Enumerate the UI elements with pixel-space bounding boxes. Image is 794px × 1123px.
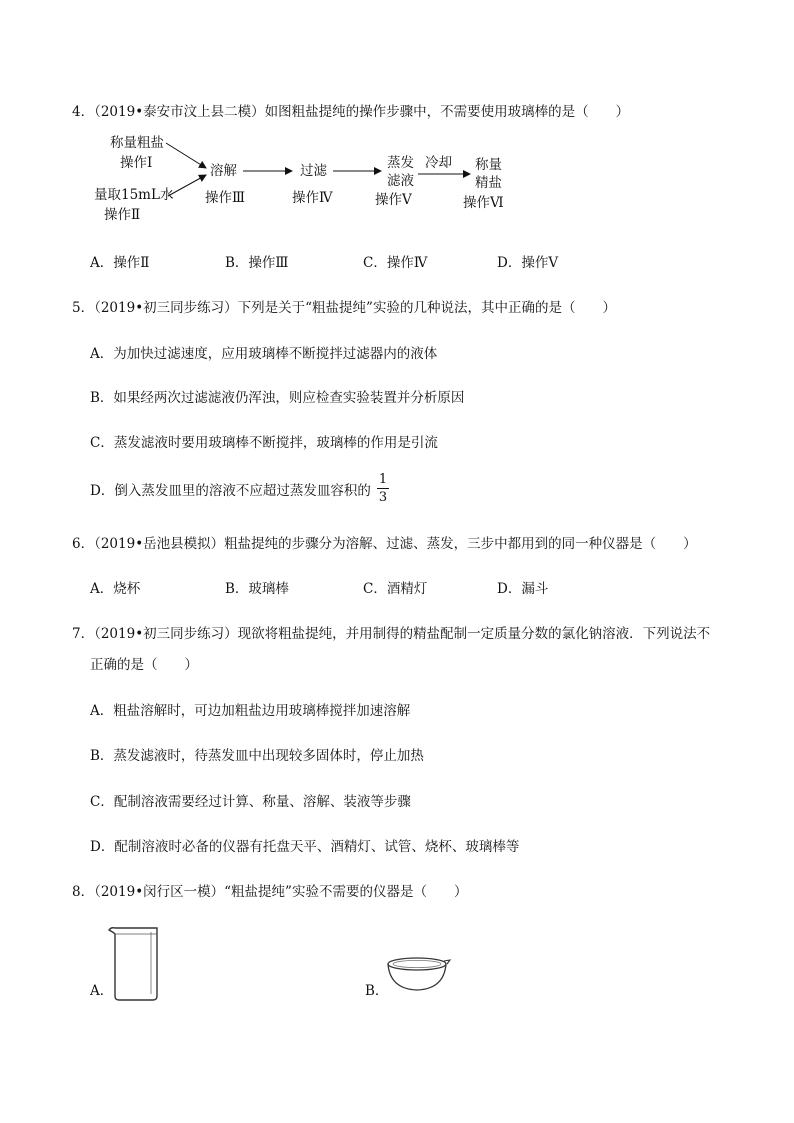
q4-option-b[interactable]: B．操作Ⅲ [225,255,289,271]
q6-option-a[interactable]: A．烧杯 [90,581,141,597]
q6-stem: 6．（2019•岳池县模拟）粗盐提纯的步骤分为溶解、过滤、蒸发，三步中都用到的同一种仪器是（ ） [72,536,697,552]
flow-op5-label: 操作Ⅴ [375,192,412,208]
beaker-icon [105,924,165,1004]
arrow-weigh-to-dissolve [166,143,206,168]
fraction-bar [377,488,389,489]
q4-stem: 4．（2019•泰安市汶上县二模）如图粗盐提纯的操作步骤中，不需要使用玻璃棒的是（ ） [72,104,630,120]
q5-fraction-one-third [377,473,389,504]
flow-filter-label: 过滤 [300,163,327,179]
q4-option-a[interactable]: A．操作Ⅱ [90,255,150,271]
q6-option-d[interactable]: D．漏斗 [497,581,549,597]
flow-measure-label: 量取15mL水 [94,187,174,203]
flow-op3-label: 操作Ⅲ [205,190,246,206]
q7-stem-line2: 正确的是（ ） [90,657,198,673]
q8-stem: 8．（2019•闵行区一模）“粗盐提纯”实验不需要的仪器是（ ） [72,884,468,900]
q8-option-b[interactable]: B． [365,983,389,999]
flow-evap1-label: 蒸发 [387,155,414,171]
q5-stem: 5．（2019•初三同步练习）下列是关于“粗盐提纯”实验的几种说法，其中正确的是（ ） [72,300,616,316]
flow-dissolve-label: 溶解 [210,163,237,179]
flow-op1-label: 操作Ⅰ [120,155,153,171]
flow-evap2-label: 滤液 [387,173,414,189]
q7-option-a[interactable]: A．粗盐溶解时，可边加粗盐边用玻璃棒搅拌加速溶解 [90,703,411,719]
q6-option-b[interactable]: B．玻璃棒 [225,581,289,597]
flow-op4-label: 操作Ⅳ [292,190,333,206]
arrow-measure-to-dissolve [168,175,206,196]
flow-fine2-label: 精盐 [475,175,502,191]
q8-option-a[interactable]: A． [90,983,114,999]
q4-option-c[interactable]: C．操作Ⅳ [363,255,428,271]
q5-option-c[interactable]: C．蒸发滤液时要用玻璃棒不断搅拌，玻璃棒的作用是引流 [90,435,438,451]
flow-weigh-label: 称量粗盐 [110,135,164,151]
fraction-denominator: 3 [378,490,388,505]
flow-arrows [0,0,794,260]
q5-option-a[interactable]: A．为加快过滤速度，应用玻璃棒不断搅拌过滤器内的液体 [90,346,438,362]
q7-option-c[interactable]: C．配制溶液需要经过计算、称量、溶解、装液等步骤 [90,794,411,810]
q6-option-c[interactable]: C．酒精灯 [363,581,428,597]
q5-option-d[interactable]: D．倒入蒸发皿里的溶液不应超过蒸发皿容积的 [90,483,371,499]
q4-option-d[interactable]: D．操作Ⅴ [497,255,559,271]
flow-op6-label: 操作Ⅵ [463,195,504,211]
q7-option-b[interactable]: B．蒸发滤液时，待蒸发皿中出现较多固体时，停止加热 [90,748,424,764]
fraction-numerator: 1 [378,472,388,487]
flow-op2-label: 操作Ⅱ [104,207,141,223]
q7-option-d[interactable]: D．配制溶液时必备的仪器有托盘天平、酒精灯、试管、烧杯、玻璃棒等 [90,839,520,855]
flow-fine1-label: 称量 [475,157,502,173]
flow-cool-label: 冷却 [425,155,452,171]
q5-option-b[interactable]: B．如果经两次过滤滤液仍浑浊，则应检查实验装置并分析原因 [90,390,465,406]
evaporating-dish-icon [386,955,456,995]
q7-stem-line1: 7．（2019•初三同步练习）现欲将粗盐提纯，并用制得的精盐配制一定质量分数的氯化钠溶液．下列说法不 [72,626,711,642]
